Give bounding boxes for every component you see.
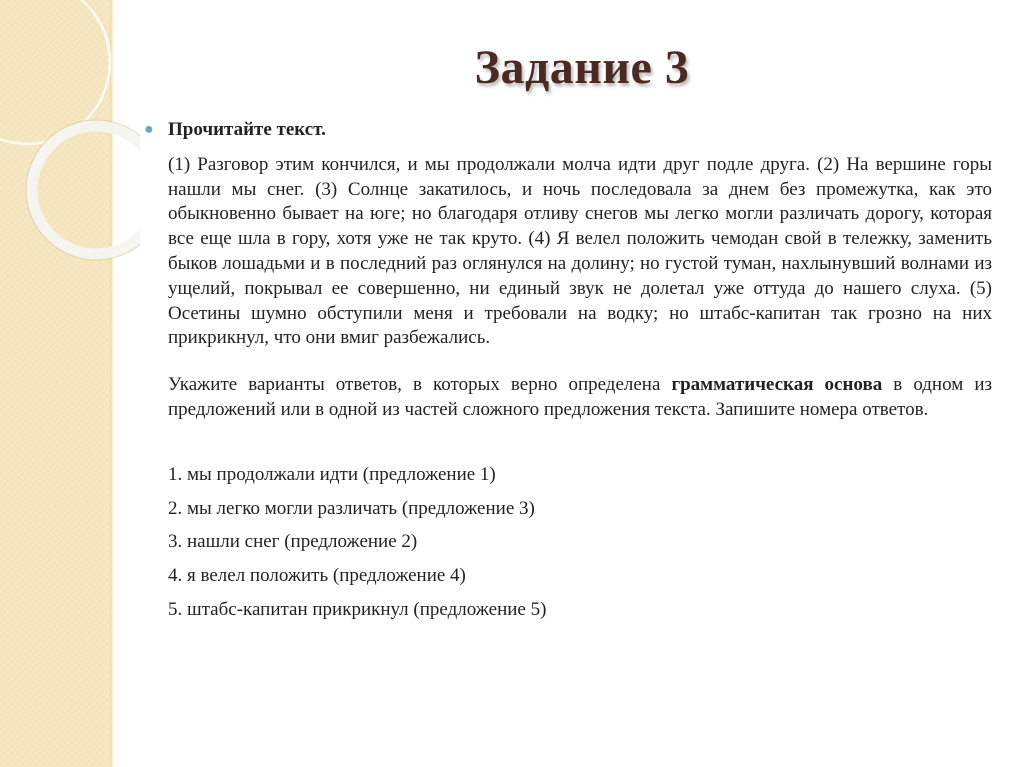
task-text-after: в одном из предложений или в одной из частей сложного предложения текста. Запишите номера ответов.: [168, 374, 992, 420]
answer-item: 5. штабс-капитан прикрикнул (предложение 5): [168, 598, 547, 620]
answer-item: 2. мы легко могли различать (предложение 3): [168, 497, 535, 519]
instruction-row: [144, 118, 992, 143]
answer-item: 1. мы продолжали идти (предложение 1): [168, 463, 496, 485]
task-text: [168, 373, 992, 423]
passage-text: (1) Разговор этим кончился, и мы продолжали молча идти друг подле друга. (2) На вершине горы нашли мы снег. (3) Солнце закатилось, и ночь последовала за днем без промежутка, как это обыкновенно бывает на юге; но благодаря отливу снегов мы легко могли различать дорогу, которая все еще шла в гору, хотя уже не так круто. (4) Я велел положить чемодан свой в тележку, заменить быков лошадьми и в последний раз оглянулся на долину; но густой туман, нахлынувший волнами из ущелий, покрывал ее совершенно, ни единый звук не долетал уже оттуда до нашего слуха. (5) Осетины шумно обступили меня и требовали на водку; но штабс-капитан так грозно на них прикрикнул, что они вмиг разбежались.: [168, 153, 992, 349]
task-text-bold: грамматическая основа: [671, 374, 883, 396]
answer-item: 3. нашли снег (предложение 2): [168, 531, 418, 553]
answer-item: 4. я велел положить (предложение 4): [168, 565, 466, 587]
bullet-icon: ●: [144, 121, 154, 138]
answer-list: [168, 463, 992, 623]
deco-circle-middle-outline: [26, 120, 140, 260]
slide-title: Задание 3: [474, 41, 690, 94]
task-text-before: Укажите варианты ответов, в которых верно определена: [168, 374, 672, 396]
deco-circle-middle: [32, 126, 140, 254]
slide-content: [144, 118, 992, 632]
instruction-text: Прочитайте текст.: [168, 119, 326, 140]
